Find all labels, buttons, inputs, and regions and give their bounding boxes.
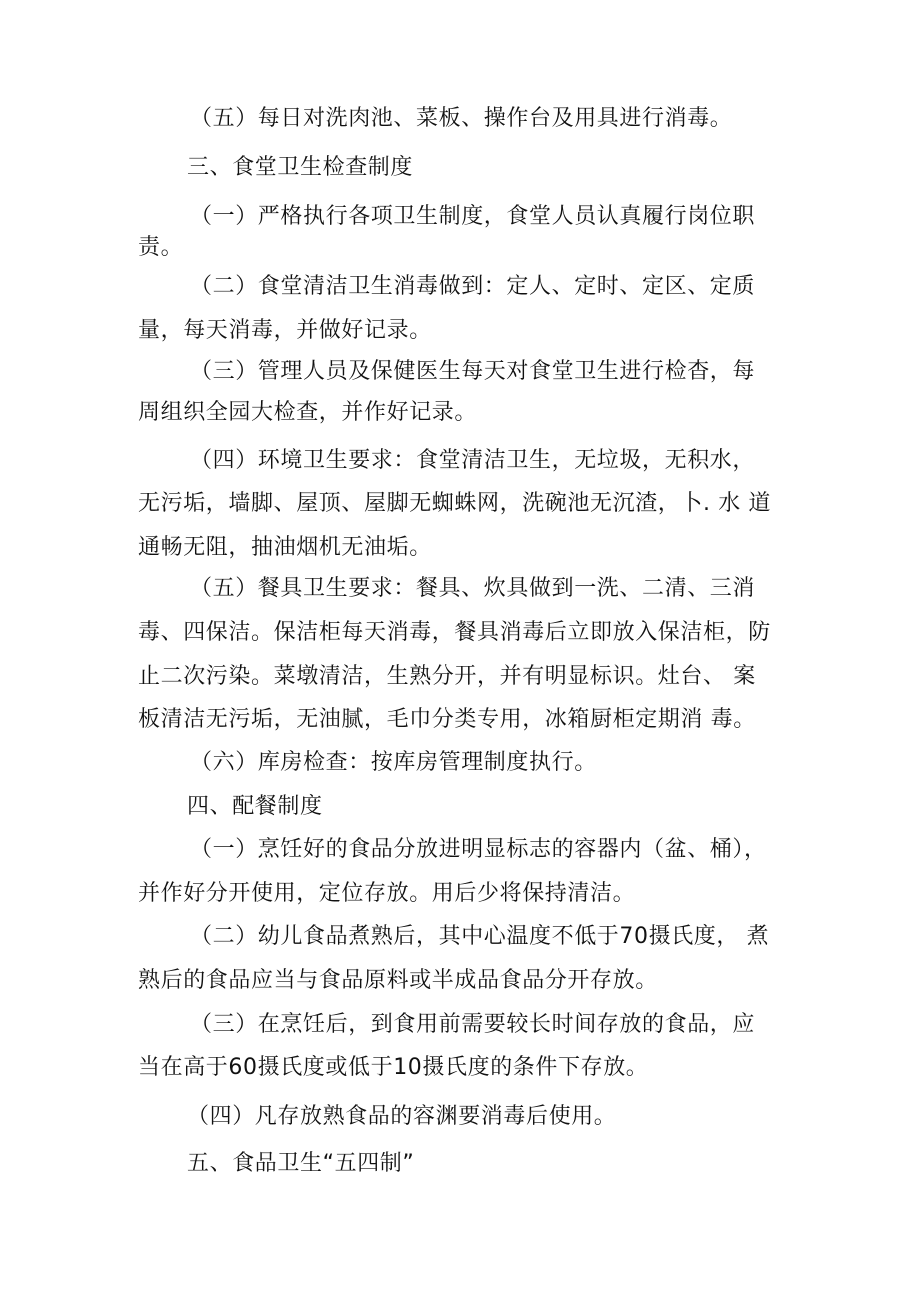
paragraph-line: 毒、四保洁。保洁柜每天消毒，餐具消毒后立即放入保洁柜，防 — [138, 620, 771, 645]
section-heading: 三、食堂卫生检查制度 — [187, 155, 414, 180]
paragraph-line: （二）幼儿食品煮熟后，其中心温度不低于70摄氏度， 煮 — [190, 924, 770, 949]
paragraph-line: （一）烹饪好的食品分放进明显标志的容器内（盆、桶）， — [190, 837, 767, 862]
paragraph-line: （四）环境卫生要求：食堂清洁卫生，无垃圾，无积水， — [190, 448, 756, 473]
paragraph-line: （五）每日对洗肉池、菜板、操作台及用具进行消毒。 — [190, 106, 733, 131]
paragraph-line: （四）凡存放熟食品的容渊要消毒后使用。 — [187, 1104, 617, 1129]
section-heading: 四、配餐制度 — [187, 794, 323, 819]
paragraph-line: 并作好分开使用，定位存放。用后少将保持清洁。 — [138, 881, 636, 906]
paragraph-line: （六）库房检查：按库房管理制度执行。 — [190, 750, 597, 775]
paragraph-line: （二）食堂清洁卫生消毒做到：定人、定时、定区、定质 — [190, 274, 756, 299]
paragraph-line: （五）餐具卫生要求：餐具、炊具做到一洗、二清、三消 — [190, 576, 756, 601]
paragraph-line: 通畅无阻，抽油烟机无油垢。 — [138, 535, 432, 560]
paragraph-line: 板清洁无污垢，无油腻，毛巾分类专用，冰箱厨柜定期消 毒。 — [138, 707, 756, 732]
paragraph-line: 止二次污染。菜墩清洁，生熟分开，并有明显标识。灶台、 案 — [138, 664, 756, 689]
paragraph-line: 无污垢，墙脚、屋顶、屋脚无蜘蛛网，洗碗池无沉渣，卜. 水 道 — [138, 491, 771, 516]
paragraph-line: （三）在烹饪后，到食用前需要较长时间存放的食品，应 — [190, 1012, 756, 1037]
paragraph-line: （三）管理人员及保健医生每天对食堂卫生进行检杳，每 — [190, 359, 756, 384]
section-heading: 五、食品卫生“五四制” — [187, 1151, 415, 1176]
paragraph-line: 熟后的食品应当与食品原料或半成品食品分开存放。 — [138, 968, 658, 993]
paragraph-line: 责。 — [138, 235, 184, 260]
paragraph-line: 周组织全园大检查，并作好记录。 — [138, 400, 478, 425]
paragraph-line: 量，每天消毒，并做好记录。 — [138, 318, 432, 343]
paragraph-line: 当在高于60摄氏度或低于10摄氏度的条件下存放。 — [138, 1055, 649, 1080]
paragraph-line: （一）严格执行各项卫生制度，食堂人员认真履行岗位职 — [190, 204, 756, 229]
